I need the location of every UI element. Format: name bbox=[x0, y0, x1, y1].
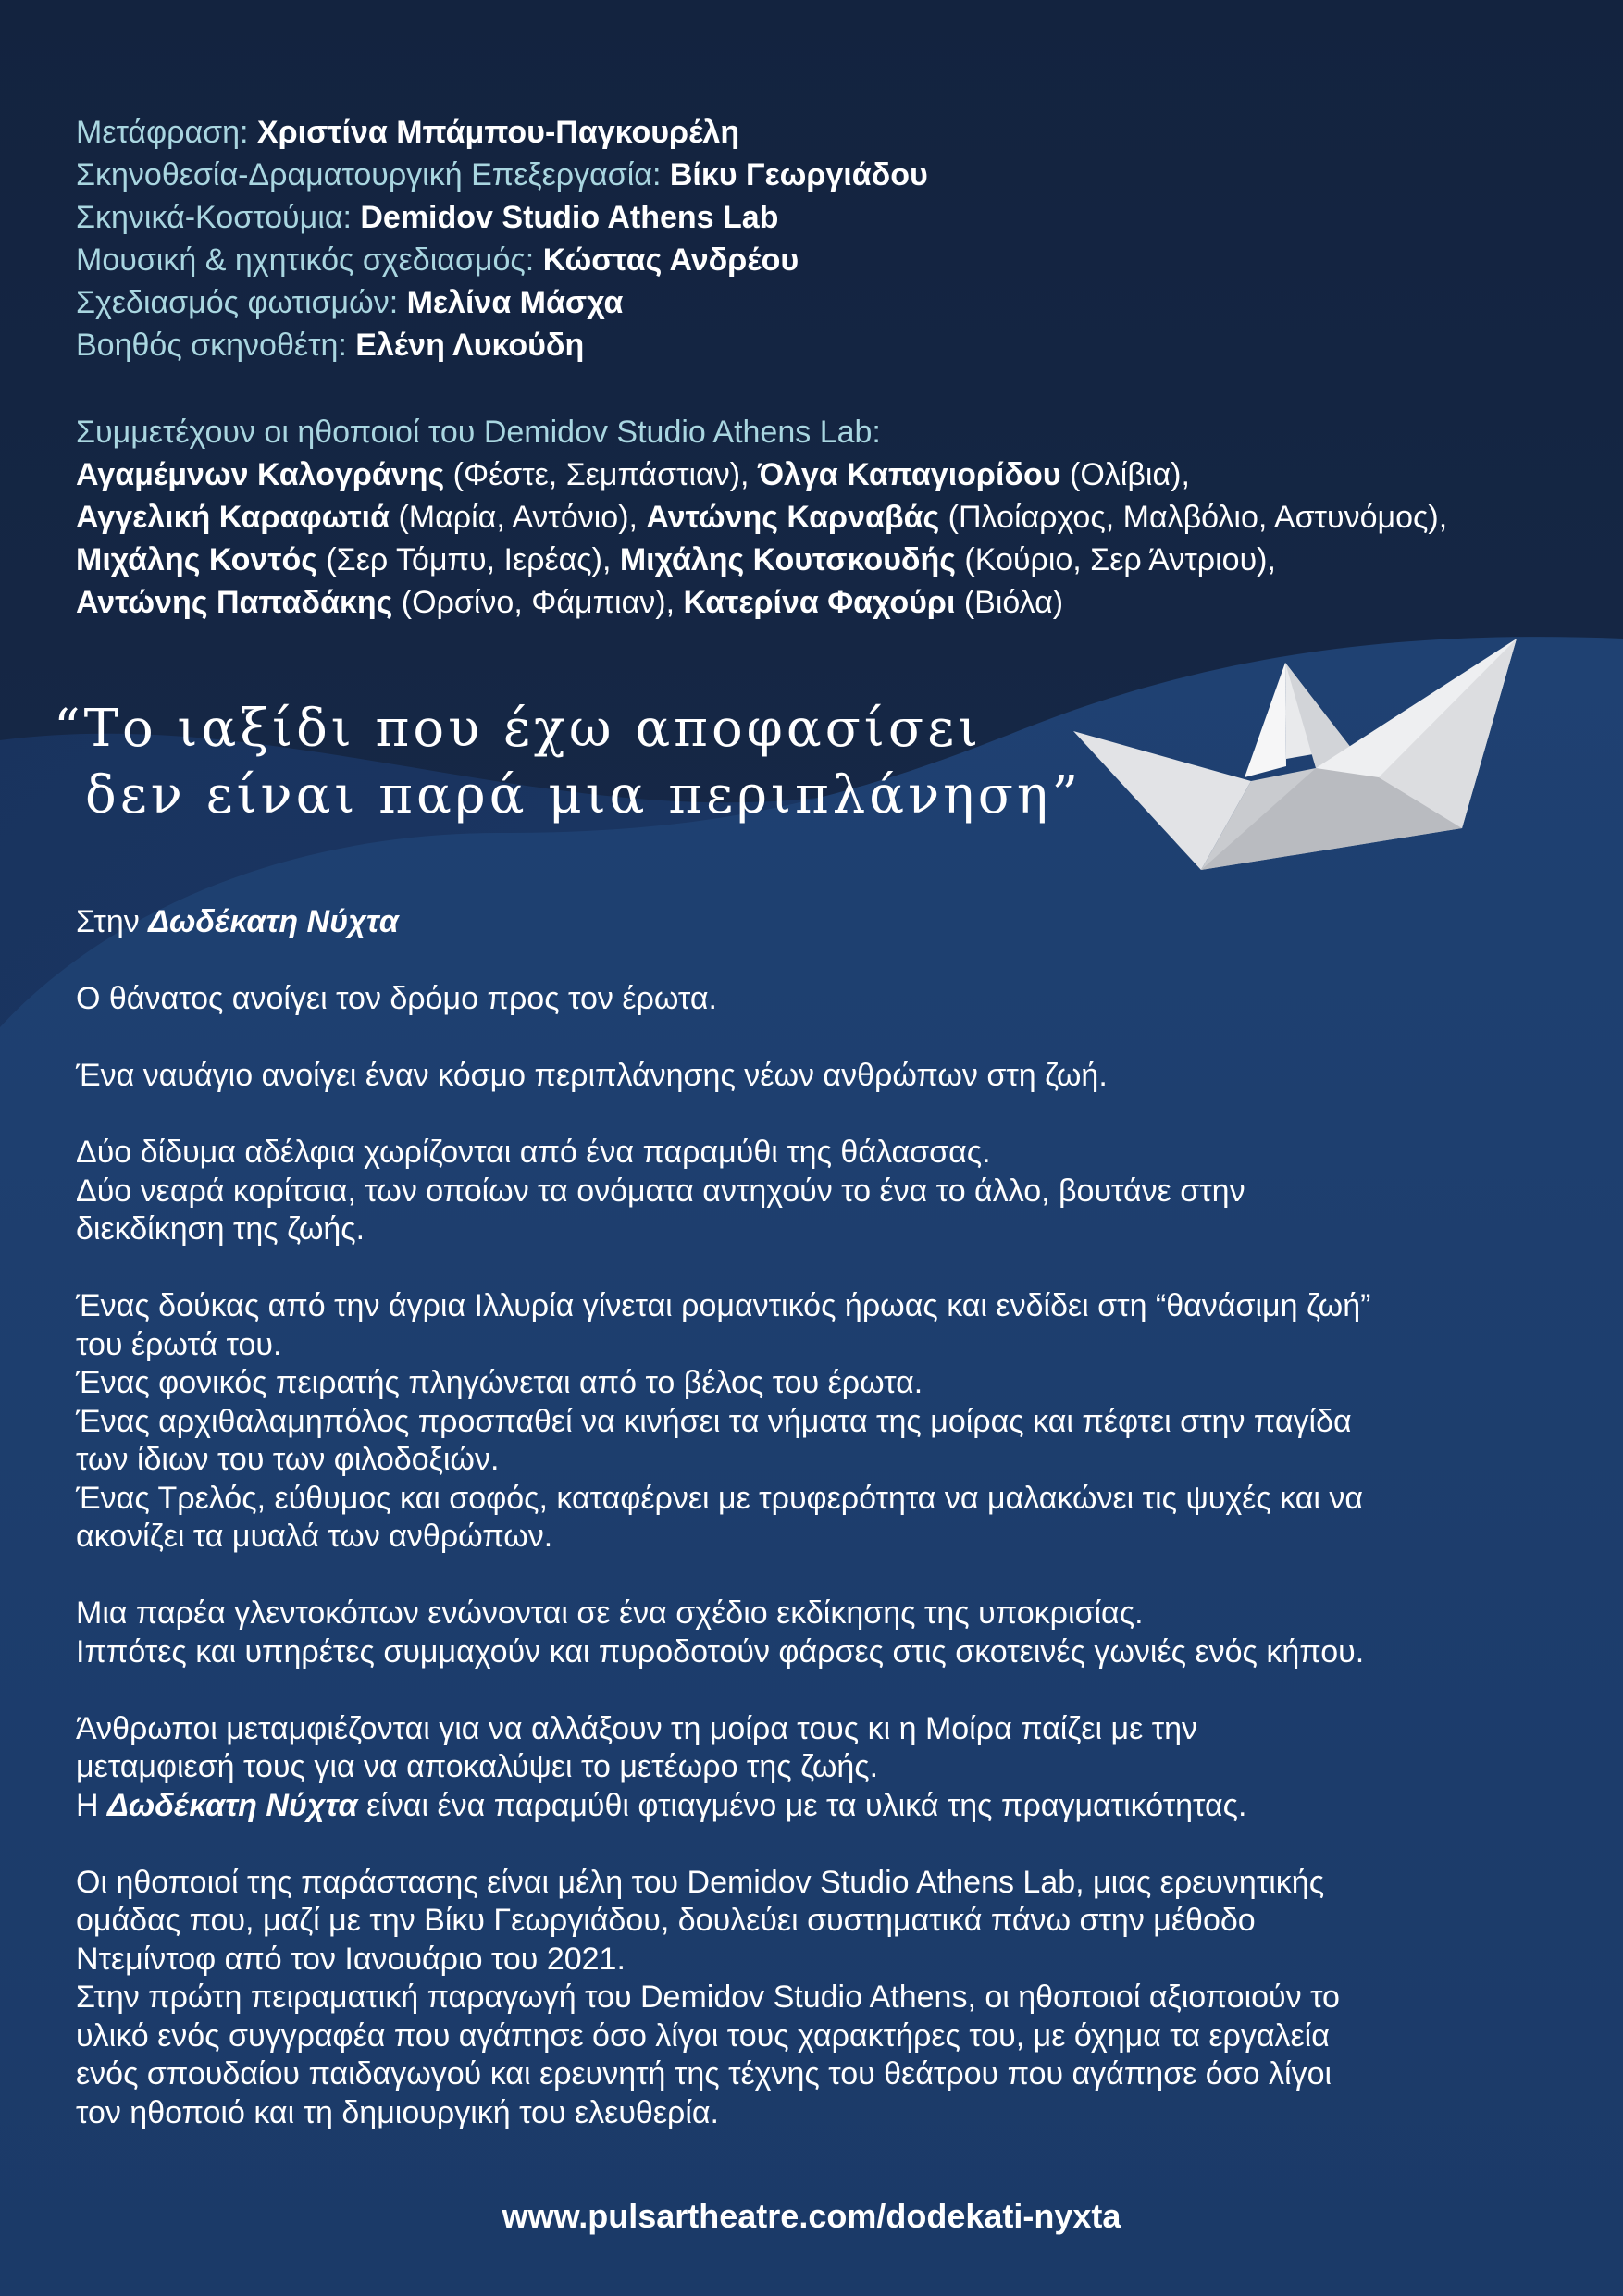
text-line: μεταμφιεσή τους για να αποκαλύψει το μετέωρο της ζωής. bbox=[76, 1749, 879, 1784]
actor-roles: (Βιόλα) bbox=[955, 585, 1064, 620]
text-line: Ιππότες και υπηρέτες συμμαχούν και πυροδοτούν φάρσες στις σκοτεινές γωνιές ενός κήπου. bbox=[76, 1633, 1365, 1669]
cast-line bbox=[76, 539, 1593, 581]
text-line: Άνθρωποι μεταμφιέζονται για να αλλάξουν τη μοίρα τους κι η Μοίρα παίζει με την bbox=[76, 1710, 1198, 1746]
text-line: ακονίζει τα μυαλά των ανθρώπων. bbox=[76, 1519, 553, 1554]
quote-line-1: “Το ιαξίδι που έχω αποφασίσει bbox=[54, 699, 983, 759]
paragraph bbox=[76, 980, 1575, 1019]
text-line: Δύο νεαρά κορίτσια, των οποίων τα ονόματα αντηχούν το ένα το άλλο, βουτάνε στην bbox=[76, 1173, 1245, 1209]
text-line: Μια παρέα γλεντοκόπων ενώνονται σε ένα σχέδιο εκδίκησης της υποκρισίας. bbox=[76, 1595, 1144, 1631]
actor-roles: (Μαρία, Αντόνιο), bbox=[390, 500, 647, 535]
credit-direction bbox=[76, 154, 1575, 196]
credit-name: Demidov Studio Athens Lab bbox=[360, 200, 779, 235]
text-line: Ένα ναυάγιο ανοίγει έναν κόσμο περιπλάνησης νέων ανθρώπων στη ζωή. bbox=[76, 1058, 1108, 1093]
text-fragment: είναι ένα παραμύθι φτιαγμένο με τα υλικά της πραγματικότητας. bbox=[357, 1787, 1247, 1823]
actor-name: Αγγελική Καραφωτιά bbox=[76, 500, 390, 535]
cast-heading: Συμμετέχουν οι ηθοποιοί του Demidov Studio Athens Lab: bbox=[76, 415, 881, 450]
paper-boat-icon bbox=[1073, 639, 1518, 879]
paragraph bbox=[76, 1057, 1575, 1096]
actor-name: Κατερίνα Φαχούρι bbox=[683, 585, 956, 620]
text-line: ενός σπουδαίου παιδαγωγού και ερευνητή της τέχνης του θεάτρου που αγάπησε όσο λίγοι bbox=[76, 2056, 1332, 2091]
quote-line-2: δεν είναι παρά μια περιπλάνηση” bbox=[85, 765, 1083, 825]
play-title: Δωδέκατη Νύχτα bbox=[107, 1787, 358, 1823]
credit-name: Μελίνα Μάσχα bbox=[406, 285, 624, 320]
actor-roles: (Φέστε, Σεμπάστιαν), bbox=[444, 457, 758, 492]
text-fragment: Η bbox=[76, 1787, 107, 1823]
text-line: Στην πρώτη πειραματική παραγωγή του Demidov Studio Athens, οι ηθοποιοί αξιοποιούν το bbox=[76, 1980, 1340, 2015]
credit-role: Σχεδιασμός φωτισμών: bbox=[76, 285, 407, 320]
credit-lighting bbox=[76, 281, 1575, 324]
actor-name: Αγαμέμνων Καλογράνης bbox=[76, 457, 445, 492]
text-line: Ένας Τρελός, εύθυμος και σοφός, καταφέρνει με τρυφερότητα να μαλακώνει τις ψυχές και να bbox=[76, 1480, 1364, 1516]
text-line: Ο θάνατος ανοίγει τον δρόμο προς τον έρωτα. bbox=[76, 981, 717, 1016]
actor-roles: (Ολίβια), bbox=[1060, 457, 1190, 492]
actor-name: Αντώνης Καρναβάς bbox=[646, 500, 940, 535]
cast-section bbox=[76, 411, 1593, 624]
actor-name: Όλγα Καπαγιορίδου bbox=[757, 457, 1061, 492]
cast-line bbox=[76, 453, 1593, 496]
intro-paragraph bbox=[76, 903, 1575, 942]
boat-sail-front bbox=[1245, 663, 1286, 777]
text-line: του έρωτά του. bbox=[76, 1326, 282, 1362]
text-line: Ένας αρχιθαλαμηπόλος προσπαθεί να κινήσει τα νήματα της μοίρας και πέφτει στην παγίδα bbox=[76, 1403, 1352, 1439]
credit-role: Μουσική & ηχητικός σχεδιασμός: bbox=[76, 242, 543, 278]
paragraph bbox=[76, 1864, 1575, 2133]
text-line: Ένας δούκας από την άγρια Ιλλυρία γίνεται ρομαντικός ήρωας και ενδίδει στη “θανάσιμη ζωή” bbox=[76, 1288, 1371, 1323]
credit-assistant-director bbox=[76, 324, 1575, 366]
text-line: Δύο δίδυμα αδέλφια χωρίζονται από ένα παραμύθι της θάλασσας. bbox=[76, 1135, 991, 1170]
paragraph bbox=[76, 1710, 1575, 1826]
credit-music-sound bbox=[76, 239, 1575, 281]
credit-role: Μετάφραση: bbox=[76, 115, 257, 150]
credit-name: Κώστας Ανδρέου bbox=[542, 242, 799, 278]
credit-translation bbox=[76, 111, 1575, 154]
credit-role: Σκηνικά-Κοστούμια: bbox=[76, 200, 361, 235]
description bbox=[76, 903, 1575, 2171]
credit-role: Βοηθός σκηνοθέτη: bbox=[76, 328, 356, 363]
text-line: ομάδας που, μαζί με την Βίκυ Γεωργιάδου, δουλεύει συστηματικά πάνω στην μέθοδο bbox=[76, 1903, 1256, 1938]
actor-roles: (Πλοίαρχος, Μαλβόλιο, Αστυνόμος), bbox=[939, 500, 1448, 535]
actor-name: Αντώνης Παπαδάκης bbox=[76, 585, 393, 620]
text-line: Ένας φονικός πειρατής πληγώνεται από το βέλος του έρωτα. bbox=[76, 1365, 923, 1400]
credit-name: Χριστίνα Μπάμπου-Παγκουρέλη bbox=[256, 115, 740, 150]
text-line: διεκδίκηση της ζωής. bbox=[76, 1211, 365, 1247]
cast-line bbox=[76, 581, 1593, 624]
credit-name: Ελένη Λυκούδη bbox=[355, 328, 585, 363]
text-line: τον ηθοποιό και τη δημιουργική του ελευθερία. bbox=[76, 2094, 719, 2130]
credit-sets-costumes bbox=[76, 196, 1575, 239]
paragraph bbox=[76, 1595, 1575, 1671]
intro-prefix: Στην bbox=[76, 904, 149, 939]
actor-roles: (Κούριο, Σερ Άντριου), bbox=[955, 542, 1276, 577]
text-line: υλικό ενός συγγραφέα που αγάπησε όσο λίγοι τους χαρακτήρες του, με όχημα τα εργαλεία bbox=[76, 2017, 1330, 2054]
text-line: των ίδιων του των φιλοδοξιών. bbox=[76, 1442, 500, 1477]
actor-name: Μιχάλης Κοντός bbox=[76, 542, 317, 577]
text-line bbox=[76, 1787, 1575, 1826]
actor-roles: (Σερ Τόμπυ, Ιερέας), bbox=[316, 542, 620, 577]
credit-role: Σκηνοθεσία-Δραματουργική Επεξεργασία: bbox=[76, 157, 670, 192]
paragraph bbox=[76, 1287, 1575, 1557]
paragraph bbox=[76, 1134, 1575, 1249]
actor-roles: (Ορσίνο, Φάμπιαν), bbox=[392, 585, 684, 620]
credits bbox=[76, 111, 1575, 366]
actor-name: Μιχάλης Κουτσκουδής bbox=[619, 542, 956, 577]
website-url[interactable]: www.pulsartheatre.com/dodekati-nyxta bbox=[502, 2197, 1121, 2235]
play-title: Δωδέκατη Νύχτα bbox=[148, 904, 399, 939]
text-line: Ντεμίντοφ από τον Ιανουάριο του 2021. bbox=[76, 1941, 626, 1977]
quote bbox=[54, 696, 1082, 829]
text-line: Οι ηθοποιοί της παράστασης είναι μέλη του Demidov Studio Athens Lab, μιας ερευνητικής bbox=[76, 1864, 1325, 1900]
cast-line bbox=[76, 496, 1593, 539]
credit-name: Βίκυ Γεωργιάδου bbox=[669, 157, 928, 192]
